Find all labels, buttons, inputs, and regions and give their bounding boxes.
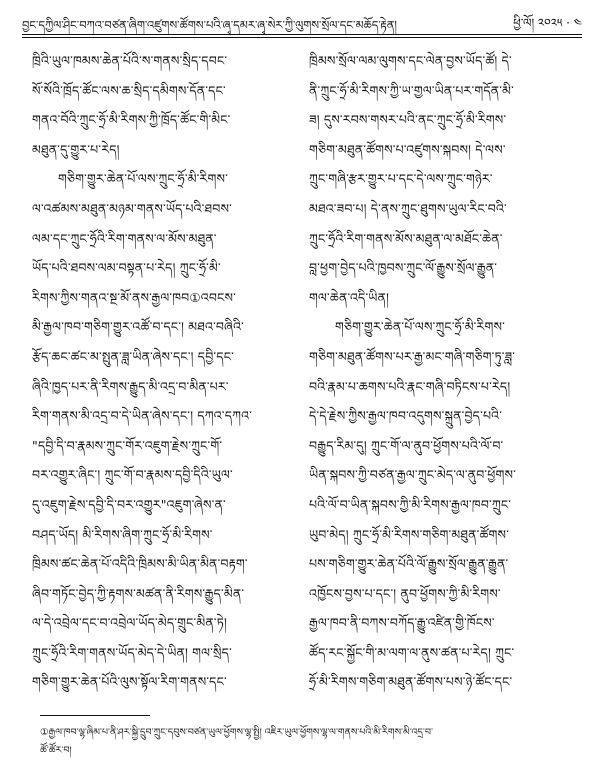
text-line: གཅིག་གྱུར་ཆེན་པོའི་ལུས་སྟོལ་རིག་གནས་དང་ bbox=[32, 674, 227, 690]
text-line: སོ་སོའི་ཁྲོད་ཚོང་ལས་ཆ་སྲིད་དམིགས་དོན་དང་ bbox=[32, 82, 226, 98]
text-line: གཅིག་མཐུན་ཚོགས་པ་འཛུགས་སྐབས། དེ་ལས་ bbox=[309, 141, 506, 157]
text-line: ཀྲུང་གཞི་རྩར་གྱུར་པ་དང་དེ་ལས་ཀྲུང་གཉེར་ bbox=[309, 171, 493, 187]
text-line: ལ་འཚམས་མཐུན་མཉམ་གནས་ཡོད་པའི་ཐབས་ bbox=[32, 200, 232, 216]
text-line: དུ་འཇུག་རྗེས་དབྱི་དི་བར་འགྱུར"འཇུག་ཞེས་ན་ bbox=[32, 496, 226, 512]
text-line: བཤད་ཡོད། མི་རིགས་ཞིག་ཀྲུང་ཧྲོ་མི་རིགས་ bbox=[32, 526, 213, 542]
text-line: བརྒྱུད་རིམ་དུ། ཀྲུང་གོ་ལ་ནུབ་ཕྱོགས་པའི་ལོ་བ་ bbox=[309, 437, 504, 453]
text-line: ཀྲུང་ཧྲོའི་རིག་གནས་ཡོད་མེད་དེ་ཡིན། གལ་སྲིད་ bbox=[32, 644, 232, 660]
text-line: ནི་ཀྲུང་ཧྲོ་མི་རིགས་ཀྱི་ཡ་གྱལ་ཡིན་པར་གདོན་མི་ bbox=[309, 82, 514, 98]
footnote-rule bbox=[40, 715, 150, 716]
text-line: མཐུན་དུ་གྱུར་པ་རེད། bbox=[32, 141, 120, 157]
running-title: བྱང་དཀྱིལ་ཤིང་བཀའ་བཙན་ཞིག་འཛུགས་ཚོགས་པའི་ཞྭ་དམར་ཞྭ་སེར་ཀྱི་ལུགས་སྲོལ་དང་མཆོད་རྟེན། bbox=[22, 18, 397, 32]
text-line: ཁྲིམས་སྲོལ་ལམ་ལུགས་དང་ལེན་བྱས་ཡོད་ཚོ། དེ་ bbox=[309, 53, 512, 68]
text-line: རྒྱལ་ཁབ་ནི་བཀས་བཀོད་རྒྱུ་འཛིན་གྱི་ཁོངས་ bbox=[309, 615, 495, 631]
text-line: ཀྲུང་ཧྲོའི་རིག་གནས་མོས་མཐུན་ལ་མཐོང་ཆེན་ bbox=[309, 230, 503, 246]
text-line: ཞིབ་གཏོང་བྱེད་ཀྱི་རྟགས་མཚན་ནི་རིགས་རྒྱུད་མིན་ bbox=[32, 585, 245, 601]
text-line: རིག་གནས་མི་འདྲ་བ་དེ་ཡིན་ཞེས་དང་། དཀའ་དཀའ་ bbox=[32, 408, 253, 424]
right-column bbox=[309, 46, 569, 697]
text-line: ཧྲོ་མི་རིགས་གཅིག་མཐུན་ཚོགས་པས་ཉེ་ཚོང་དང་ bbox=[309, 674, 513, 690]
text-line: མཐའ་ཟབ་པ། དེ་ནས་ཀྲུང་ཐུགས་ཡུལ་རིང་བའི་ bbox=[309, 200, 507, 216]
footnote-line: ཚོ་ཚོར་བ། bbox=[40, 745, 72, 756]
text-line: གཅིག་གྱུར་ཆེན་པོ་ལས་ཀྲུང་ཧྲོ་མི་རིགས་ bbox=[335, 319, 505, 335]
text-line: པས་གཅིག་གྱུར་ཆེན་པོའི་ལོ་རྒྱུས་སྲོལ་རྒྱུན་རྒྱུན་ bbox=[309, 556, 509, 572]
text-line: བླ་ཕྱག་བྱེད་པའི་ཁྱབས་ཀྲུང་ལོ་རྒྱུས་སྲོལ་རྒྱུན་ bbox=[309, 260, 498, 276]
text-line: ཁྲིའི་ཡུལ་ཁམས་ཆེན་པོའི་ས་གནས་སྲིད་དབང་ bbox=[32, 53, 228, 68]
text-line: པའི་ལོ་བ་ཡིན་སྐབས་ཀྱི་མི་རིགས་རྒྱལ་ཁབ་ཀྲུང་ bbox=[309, 496, 512, 512]
page-header bbox=[22, 6, 582, 40]
text-line: "དབྱི་དི་བ་རྣམས་ཀྲུང་གོར་འཇུག་རྗེས་ཀྲུང་གོ་ bbox=[32, 437, 223, 453]
text-line: གནའ་བོའི་ཀྲུང་ཧྲོ་མི་རིགས་ཀྱི་ཁྲོད་ཚོང་གི་མིང་ bbox=[32, 112, 231, 128]
text-line: གཅིག་གྱུར་ཆེན་པོ་ལས་ཀྲུང་ཧྲོ་མི་རིགས་ bbox=[58, 171, 228, 187]
text-line: འཁྱོངས་བྱས་པ་དང་། ནུབ་ཕྱོགས་ཀྱི་མི་རིགས་ bbox=[309, 585, 501, 601]
header-rule bbox=[22, 34, 582, 35]
footnote-line: ①རྒྱལ་ཁབ་ལྷ་ཞིམ་པ་ནི་ཤར་སྐྱི་དྲུབ་ཀྲུང་དབུས་བཙན་ཡུལ་ཕྱོགས་ལྷ་སྤྱི། འཇིར་ཡུལ་ཕྱོགས་ལྷ་ལ་གནས་པའི་མི་རིགས་མི་འདྲ་བ་ bbox=[40, 727, 433, 738]
text-line: ལ་དེ་འབྲེལ་དང་བ་འབྲེལ་ཡོད་མེད་གྲུང་མིན་ཏེ། bbox=[32, 615, 227, 631]
text-line: རིགས་ཀྱིས་གནའ་སྔ་མོ་ནས་རྒྱལ་ཁབ①འབངས་ bbox=[32, 289, 236, 305]
text-line: ཡུབ་མེད། ཀྲུང་ཧྲོ་མི་རིགས་གཅིག་མཐུན་ཚོགས་ bbox=[309, 526, 510, 542]
text-line: རྩོད་ཆང་ཚང་མ་སྤུན་ཟླ་ཡིན་ཞེས་དང་། དབྱི་དང་ bbox=[32, 348, 234, 364]
text-line: ཟ། དུས་རབས་གསར་པའི་ནང་ཀྲུང་ཧྲོ་མི་རིགས་ bbox=[309, 112, 507, 128]
text-line: ཁྲིམས་ཚང་ཆེན་པོ་འདིའི་ཁྲིམས་མི་ཡིན་མིན་བརྟག་ bbox=[32, 556, 248, 572]
text-line: གཅིག་མཐུན་ཚོགས་པར་རྒྱ་མང་གཞི་གཅིག་ཏུ་ཟླ་ bbox=[309, 348, 516, 364]
text-line: ཡིན་སྐབས་ཀྱི་བཙན་རྒྱལ་ཀྲུང་མེད་ལ་ནུབ་ཕྱོགས་ bbox=[309, 467, 516, 483]
journal-issue: ཕྱི་ལོ། ༢༠༢༥ · ༤ bbox=[513, 16, 582, 30]
text-line: ལམ་དང་ཀྲུང་ཧྲོའི་རིག་གནས་ལ་མོས་མཐུན་ bbox=[32, 230, 217, 246]
text-line: མི་རྒྱལ་ཁབ་གཅིག་གྱུར་འཚོ་བ་དང་། མཐའ་བཞིའི་ bbox=[32, 319, 244, 335]
left-column bbox=[32, 46, 292, 697]
text-line: དེ་དེ་རྗེས་ཀྱིས་རྒྱལ་ཁབ་འདུགས་སྐྲུན་བྱེད་པའི་ bbox=[309, 408, 503, 424]
text-line: ཚོད་རང་སྐྱོང་གི་མ་ལག་ལ་ནུས་ཚན་པ་རེད། ཀྲུང་ bbox=[309, 644, 515, 660]
header-rule-thin bbox=[22, 37, 582, 38]
text-line: བའི་རྣམ་པ་ཆགས་པའི་རྣང་གཞི་བཏིངས་པ་རེད། bbox=[309, 378, 511, 394]
text-line: གལ་ཆེན་འདི་ཡིན། bbox=[309, 289, 390, 305]
footnote bbox=[40, 724, 580, 760]
text-line: བར་འགྱུར་ཞིང་། ཀྲུང་གོ་བ་རྣམས་དབྱི་དིའི་ཡུལ་ bbox=[32, 467, 233, 483]
text-line: ཡོད་པའི་ཐབས་ལམ་བསྟན་པ་རེད། ཀྲུང་ཧྲོ་མི་ bbox=[32, 260, 221, 276]
text-line: ཞིའི་ཁྱད་པར་ནི་རིགས་རྒྱུད་མི་འདྲ་བ་མིན་པར་ bbox=[32, 378, 229, 394]
